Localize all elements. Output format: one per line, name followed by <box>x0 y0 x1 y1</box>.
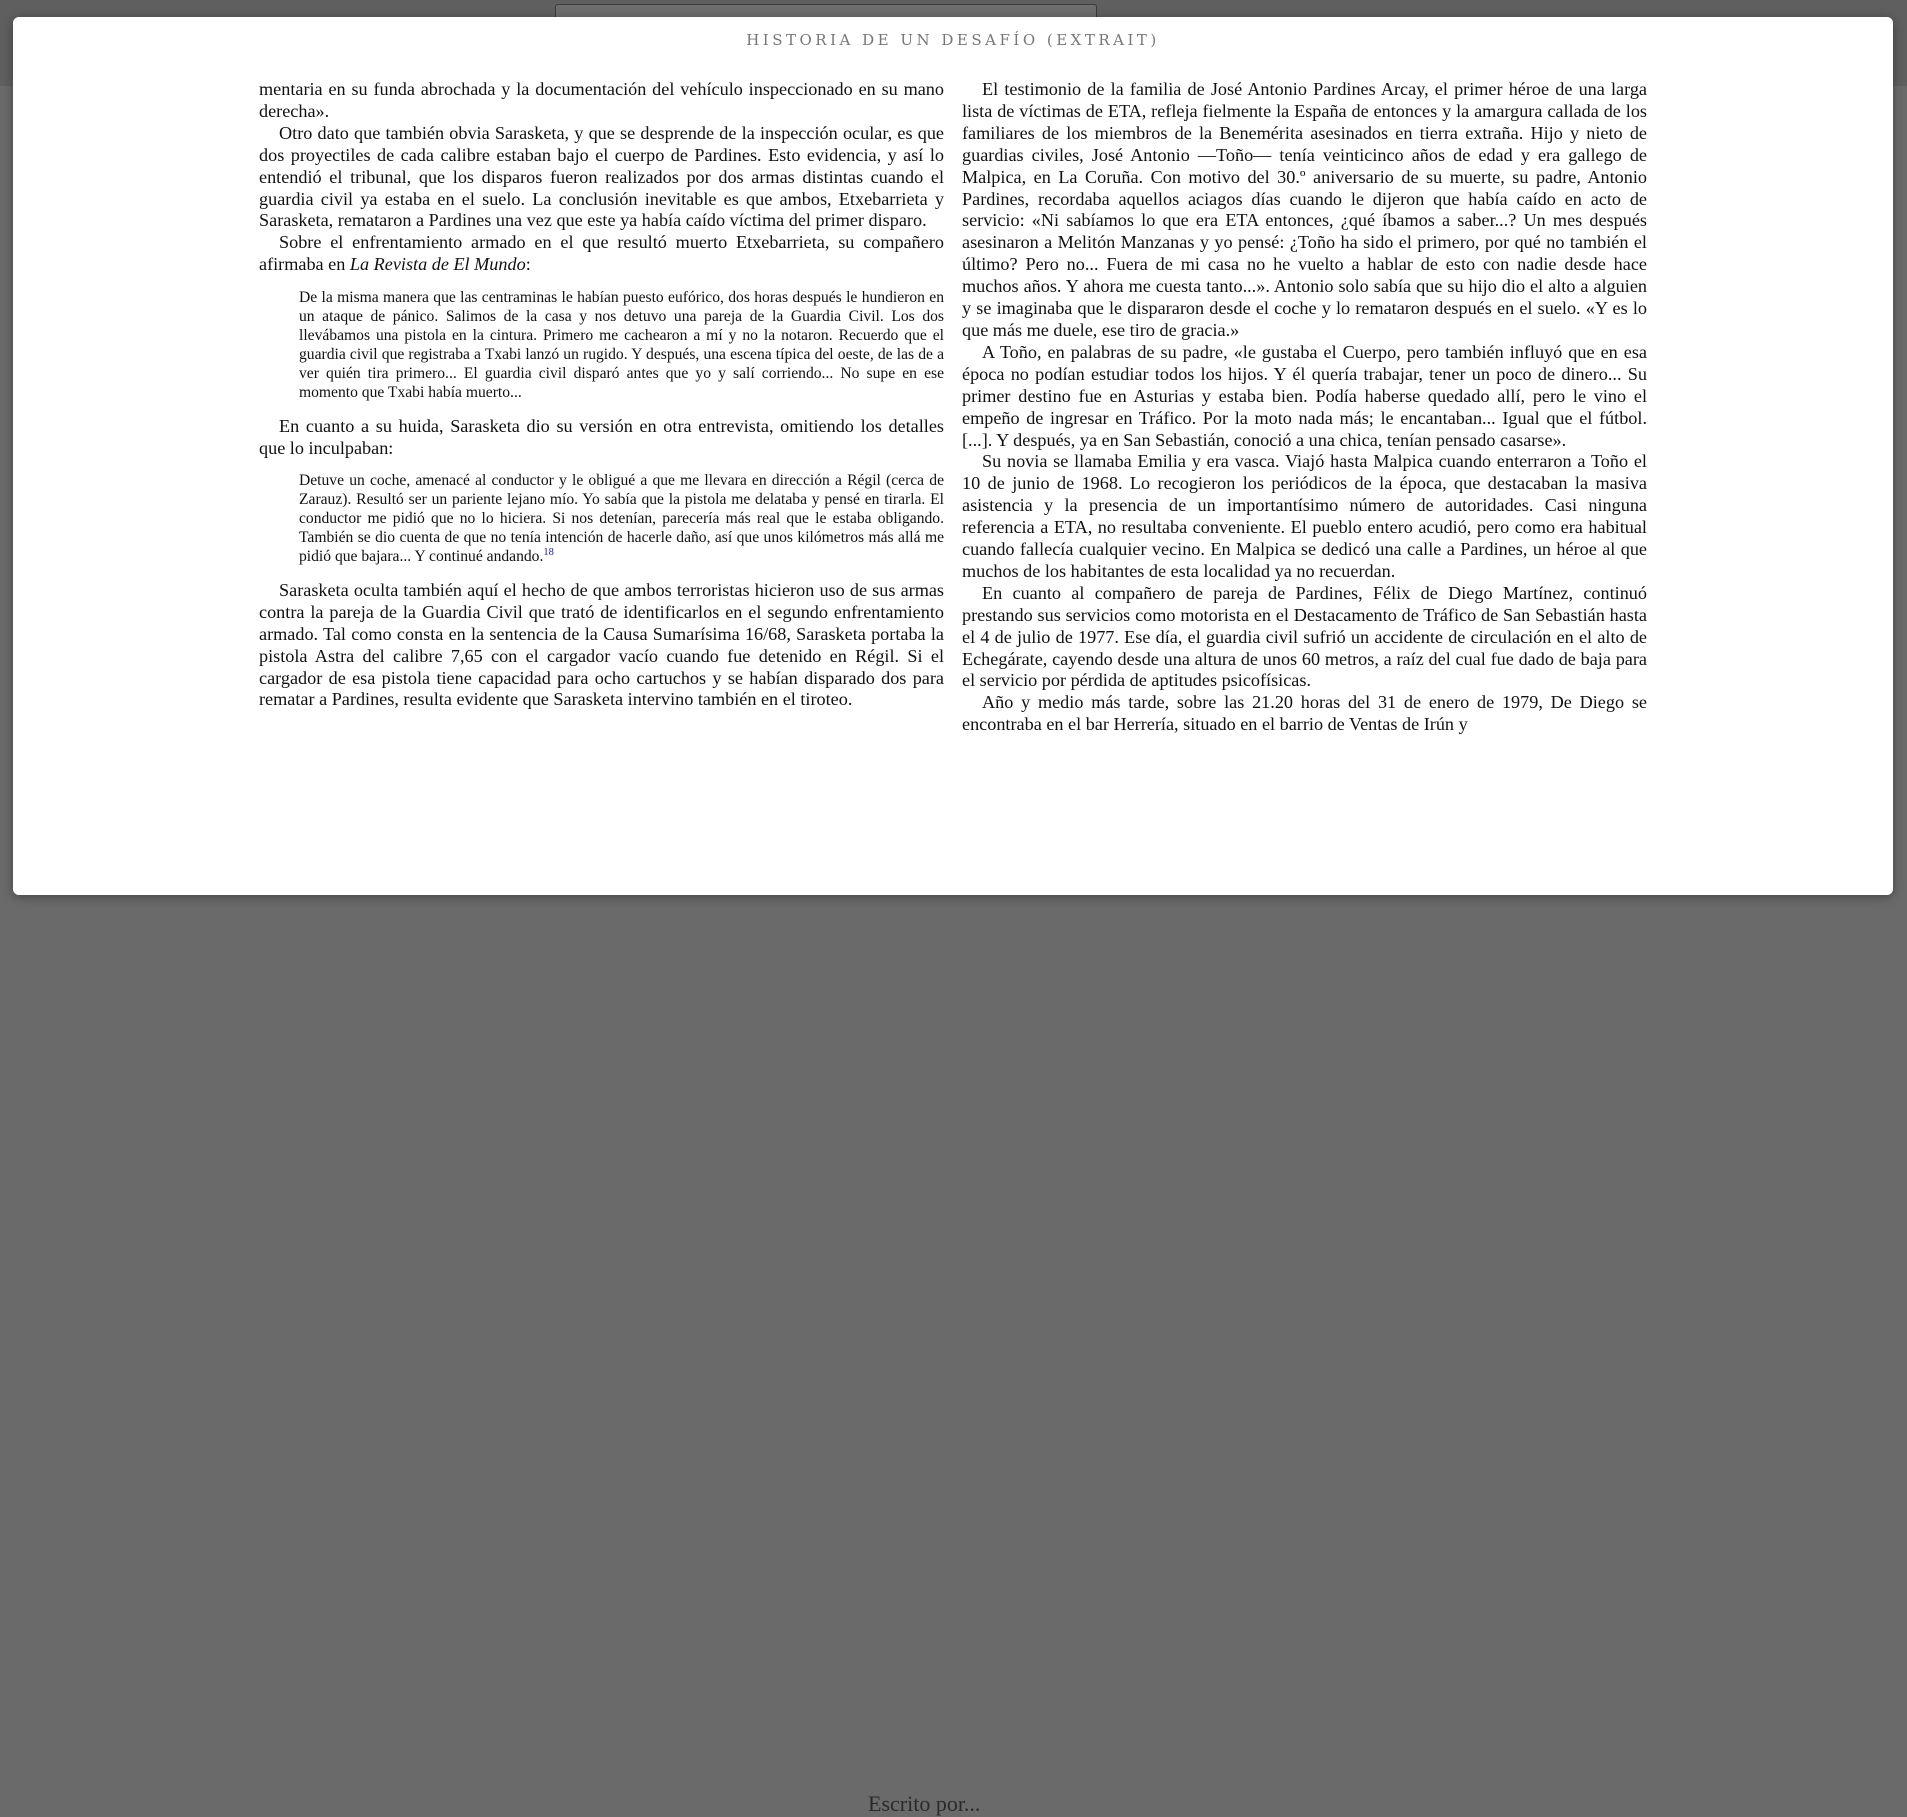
left-column <box>259 79 944 711</box>
paragraph: Su novia se llamaba Emilia y era vasca. Viajó hasta Malpica cuando enterraron a Toño el 10 de junio de 1968. Lo recogieron los periódicos de la época, que destacaban la masiva asistencia y la presencia de un importantísimo número de autoridades. Casi ninguna referencia a ETA, no resultaba conveniente. El pueblo entero acudió, pero como era habitual cuando fallecía cualquier vecino. En Malpica se dedicó una calle a Pardines, un héroe al que muchos de los habitantes de esta localidad ya no recuerdan. <box>962 451 1647 581</box>
paragraph: Año y medio más tarde, sobre las 21.20 horas del 31 de enero de 1979, De Diego se encontraba en el bar Herrería, situado en el barrio de Ventas de Irún y <box>962 692 1647 735</box>
paragraph: A Toño, en palabras de su padre, «le gustaba el Cuerpo, pero también influyó que en esa época no podían estudiar todos los hijos. Y él quería trabajar, tener un poco de dinero... Su primer destino fue en Asturias y estaba bien. Podía haberse quedado allí, pero le vino el empeño de ingresar en Tráfico. Por la moto nada más; le encantaban... Igual que el fútbol. [...]. Y después, ya en San Sebastián, conoció a una chica, tenían pensado casarse». <box>962 341 1647 450</box>
paragraph: En cuanto a su huida, Sarasketa dio su versión en otra entrevista, omitiendo los detalles que lo inculpaban: <box>259 415 944 458</box>
background-peek-text: Escrito por... <box>868 1791 981 1816</box>
paragraph: Sarasketa oculta también aquí el hecho de que ambos terroristas hicieron uso de sus armas contra la pareja de la Guardia Civil que trató de identificarlos en el segundo enfrentamiento armado. Tal como consta en la sentencia de la Causa Sumarísima 16/68, Sarasketa portaba la pistola Astra del calibre 7,65 con el cargador vacío cuando fue detenido en Régil. Si el cargador de esa pistola tiene capacidad para ocho cartuchos y se habían disparado dos para rematar a Pardines, resulta evidente que Sarasketa intervino también en el tiroteo. <box>259 579 944 710</box>
block-quote: De la misma manera que las centraminas le habían puesto eufórico, dos horas después le hundieron en un ataque de pánico. Salimos de la casa y nos detuvo una pareja de la Guardia Civil. Los dos llevábamos una pistola en la cintura. Primero me cachearon a mí y no la notaron. Recuerdo que el guardia civil que registraba a Txabi lanzó un rugido. Y después, una escena típica del oeste, de las de a ver quién tira primero... El guardia civil disparó antes que yo y salí corriendo... No supe en ese momento que Txabi había muerto... <box>299 289 944 401</box>
quote-text: Detuve un coche, amenacé al conductor y le obligué a que me llevara en dirección a Régil (cerca de Zarauz). Resultó ser un pariente lejano mío. Yo sabía que la pistola me delataba y pensé en tirarla. El conductor me pidió que no lo hiciera. Si nos detenían, parecería más real que le estaba obligando. También se dio cuenta de que no tenía intención de hacerle daño, así que unos kilómetros más allá me pidió que bajara... Y continué andando. <box>299 472 944 566</box>
paragraph: El testimonio de la familia de José Antonio Pardines Arcay, el primer héroe de una larga lista de víctimas de ETA, refleja fielmente la España de entonces y la amargura callada de los familiares de los miembros de la Benemérita asesinados en tierra extraña. Hijo y nieto de guardias civiles, José Antonio —Toño— tenía veinticinco años de edad y era gallego de Malpica, en La Coruña. Con motivo del 30.º aniversario de su muerte, su padre, Antonio Pardines, recordaba aquellos aciagos días cuando le dijeron que había caído en acto de servicio: «Ni sabíamos lo que era ETA entonces, ¿qué íbamos a saber...? Un mes después asesinaron a Melitón Manzanas y yo pensé: ¿Toño ha sido el primero, por qué no también el último? Pero no... Fuera de mi casa no he vuelto a hablar de esto con nadie desde hace muchos años. Y ahora me cuesta tanto...». Antonio solo sabía que su hijo dio el alto a alguien y se imaginaba que le dispararon desde el coche y lo remataron después en el suelo. «Y es lo que más me duele, ese tiro de gracia.» <box>962 79 1647 340</box>
right-column <box>962 79 1647 736</box>
paragraph: Otro dato que también obvia Sarasketa, y que se desprende de la inspección ocular, es que dos proyectiles de cada calibre estaban bajo el cuerpo de Pardines. Esto evidencia, y así lo entendió el tribunal, que los disparos fueron realizados por dos armas distintas cuando el guardia civil ya estaba en el suelo. La conclusión inevitable es que ambos, Etxebarrieta y Sarasketa, remataron a Pardines una vez que este ya había caído víctima del primer disparo. <box>259 122 944 231</box>
paragraph: mentaria en su funda abrochada y la documentación del vehículo inspeccionado en su mano derecha». <box>259 79 944 121</box>
paragraph-text: Sobre el enfrentamiento armado en el que resultó muerto Etxebarrieta, su compañero afirmaba en <box>259 232 944 275</box>
publication-title: La Revista de El Mundo <box>349 254 526 275</box>
paragraph-text: : <box>525 254 531 275</box>
block-quote <box>299 472 944 567</box>
background-page-bottom <box>0 895 1907 1816</box>
paragraph: En cuanto al compañero de pareja de Pardines, Félix de Diego Martínez, continuó prestando sus servicios como motorista en el Destacamento de Tráfico de San Sebastián hasta el 4 de julio de 1977. Ese día, el guardia civil sufrió un accidente de circulación en el alto de Echegárate, cayendo desde una altura de unos 60 metros, a raíz del cual fue dado de baja para el servicio por pérdida de aptitudes psicofísicas. <box>962 582 1647 691</box>
excerpt-modal <box>13 17 1893 895</box>
paragraph <box>259 232 944 276</box>
modal-title: HISTORIA DE UN DESAFÍO (EXTRAIT) <box>746 31 1160 49</box>
footnote-link[interactable]: 18 <box>543 546 554 558</box>
